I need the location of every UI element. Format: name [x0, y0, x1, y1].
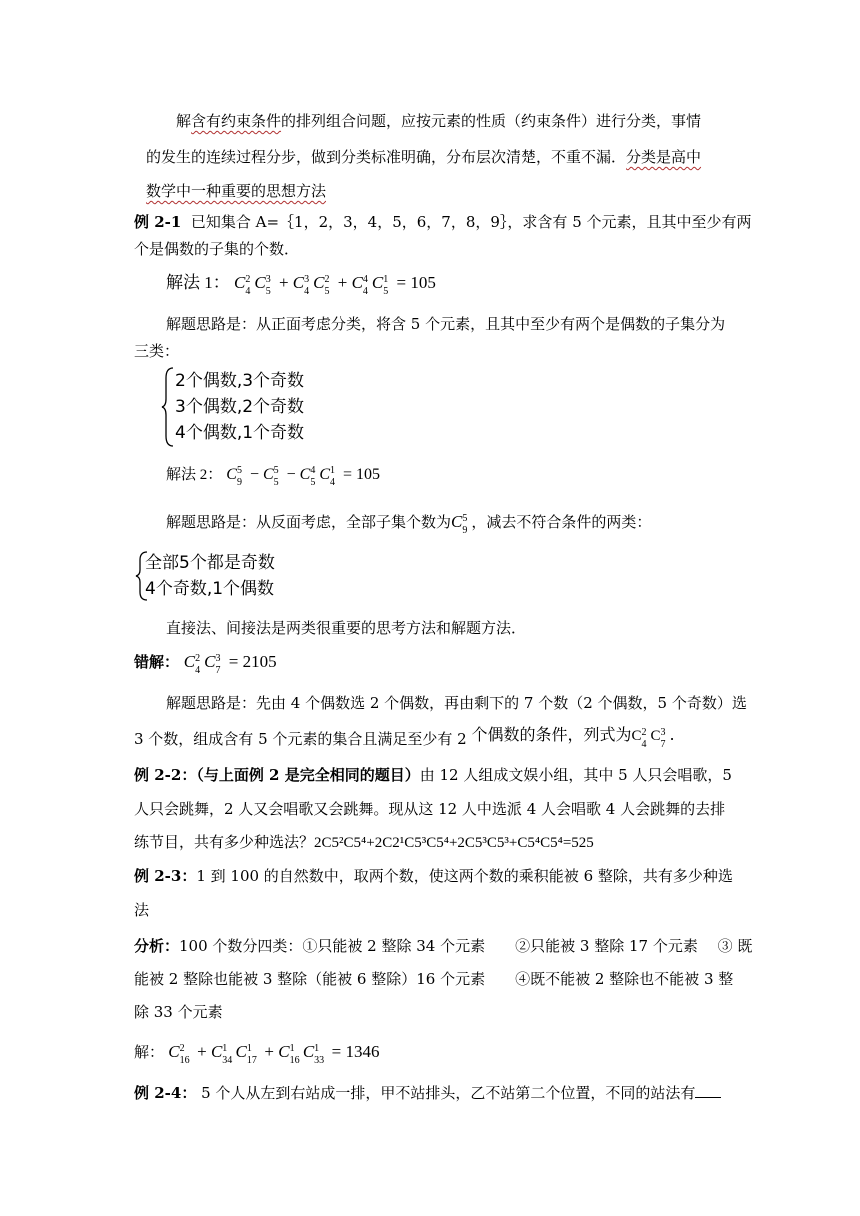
case-item: 4个奇数,1个偶数: [145, 579, 275, 599]
formula-result: = 105: [343, 466, 381, 483]
solution-label: 解：: [134, 1045, 165, 1061]
example-text: 已知集合 A=｛1，2，3，4，5，6，7，8，9｝，求含有 5 个元素，且其中至少有两: [190, 213, 752, 231]
example-label: 例 2-4：: [134, 1084, 197, 1102]
ex23-analysis-1: [134, 935, 752, 957]
analysis-text: 能被 2 整除也能被 3 整除（能被 6 整除）16 个元素 ④既不能被 2 整除也不能被 3 整: [134, 970, 734, 988]
intro-text: 的发生的连续过程分步，做到分类标准明确，分布层次清楚，不重不漏．: [146, 148, 627, 166]
ex21-idea1-line1: [166, 313, 725, 335]
intro-wavy-phrase: 含有约束条件: [191, 112, 282, 130]
ex21-idea2: [166, 511, 652, 537]
ex21-summary: [166, 617, 526, 639]
example-text: 个是偶数的子集的个数．: [134, 240, 300, 258]
example-text: 人只会跳舞，2 人又会唱歌又会跳舞。现从这 12 人中选派 4 人会唱歌 4 人会跳舞的去排: [134, 800, 726, 818]
intro-wavy-phrase: 数学中一种重要的思想方法: [146, 182, 327, 200]
ex21-wrong: [134, 651, 277, 677]
ex24-line-1: [134, 1082, 721, 1104]
example-label: 例 2-1: [134, 213, 182, 231]
formula-wrong: C 2 4 C 3 7 = 2105: [183, 652, 277, 677]
ex23-line-1: [134, 865, 733, 887]
example-text: 1 到 100 的自然数中，取两个数，使这两个数的乘积能被 6 整除，共有多少种选: [196, 867, 733, 885]
example-text: 练节目，共有多少种选法？: [134, 833, 315, 851]
idea-text: 解题思路是：先由 4 个偶数选 2 个偶数，再由剩下的 7 个数（2 个偶数，5 个奇数）选: [166, 694, 747, 712]
intro-line-3: [146, 180, 326, 202]
ex23-analysis-2: [134, 968, 733, 990]
formula-3: C 2 16 + C 1 34 C 1 17 + C 1 16 C 1 33: [168, 1042, 325, 1067]
inline-formula: C 5 9: [451, 512, 468, 537]
wrong-label: 错解：: [134, 653, 180, 671]
example-text: 法: [134, 901, 150, 919]
example-answer: 2C5²C5⁴+2C2¹C5³C5⁴+2C5³C5³+C5⁴C5⁴=525: [314, 835, 594, 851]
method-label: 解法 1：: [166, 273, 230, 292]
idea-text: ，减去不符合条件的两类：: [471, 513, 652, 531]
intro-text: 解: [176, 112, 192, 130]
ex21-line-1: [134, 211, 752, 233]
idea-text: 三类：: [134, 342, 180, 360]
ex21-method1: [166, 272, 436, 298]
analysis-label: 分析：: [134, 937, 180, 955]
ex22-line-1: [134, 764, 732, 786]
ex22-line-3: [134, 831, 594, 854]
ex21-wrong-idea-2: [134, 725, 675, 751]
ex21-wrong-idea-1: [166, 692, 747, 714]
ex23-solution: [134, 1041, 380, 1067]
analysis-text: 除 33 个元素: [134, 1003, 223, 1021]
answer-blank[interactable]: [695, 1083, 721, 1098]
formula-2: C 5 9 − C 5 5 − C 4 5 C 1 4: [226, 465, 336, 489]
case-item: 4个偶数,1个奇数: [175, 423, 305, 443]
ex21-line-2: [134, 238, 299, 260]
example-label: 例 2-3：: [134, 867, 197, 885]
idea-text-sans: [471, 725, 675, 750]
intro-line-2: [146, 146, 701, 168]
case-item: 2个偶数,3个奇数: [175, 371, 305, 391]
ex22-line-2: [134, 798, 725, 820]
case-item: 全部5个都是奇数: [145, 553, 275, 573]
analysis-text: 100 个数分四类：①只能被 2 整除 34 个元素 ②只能被 3 整除 17 个元素 ③ 既: [179, 937, 753, 955]
formula-result: = 1346: [331, 1042, 380, 1061]
inline-formula: C 2 4 C 3 7: [631, 726, 666, 750]
idea-text: 解题思路是：从反面考虑，全部子集个数为: [166, 513, 452, 531]
formula-result: = 2105: [228, 652, 277, 671]
idea-text: 3 个数，组成含有 5 个元素的集合且满足至少有 2: [134, 730, 467, 748]
case-item: 3个偶数,2个奇数: [175, 397, 305, 417]
example-text: 由 12 人组成文娱小组，其中 5 人只会唱歌，5: [419, 766, 732, 784]
ex21-method2: [166, 464, 381, 489]
left-brace-icon: [160, 366, 176, 448]
idea-text: 个偶数的条件，列式为: [471, 725, 632, 744]
ex23-line-2: [134, 899, 149, 921]
intro-wavy-phrase: 分类是高中: [626, 148, 702, 166]
formula-1: C 2 4 C 3 5 + C 3 4 C 2 5 + C 4 4 C 1 5: [234, 273, 389, 298]
method-label: 解法 2：: [166, 467, 223, 483]
example-label: 例 2-2：（与上面例 2 是完全相同的题目）: [134, 766, 420, 784]
example-text: 5 个人从左到右站成一排，甲不站排头，乙不站第二个位置，不同的站法有: [201, 1084, 696, 1102]
intro-line-1: [176, 110, 701, 132]
ex21-idea1-line2: [134, 340, 179, 362]
intro-text: 的排列组合问题，应按元素的性质（约束条件）进行分类，事情: [281, 112, 702, 130]
formula-result: = 105: [396, 273, 436, 292]
ex23-analysis-3: [134, 1001, 223, 1023]
idea-text: .: [669, 725, 675, 744]
idea-text: 解题思路是：从正面考虑分类，将含 5 个元素，且其中至少有两个是偶数的子集分为: [166, 315, 726, 333]
summary-text: 直接法、间接法是两类很重要的思考方法和解题方法．: [166, 619, 527, 637]
